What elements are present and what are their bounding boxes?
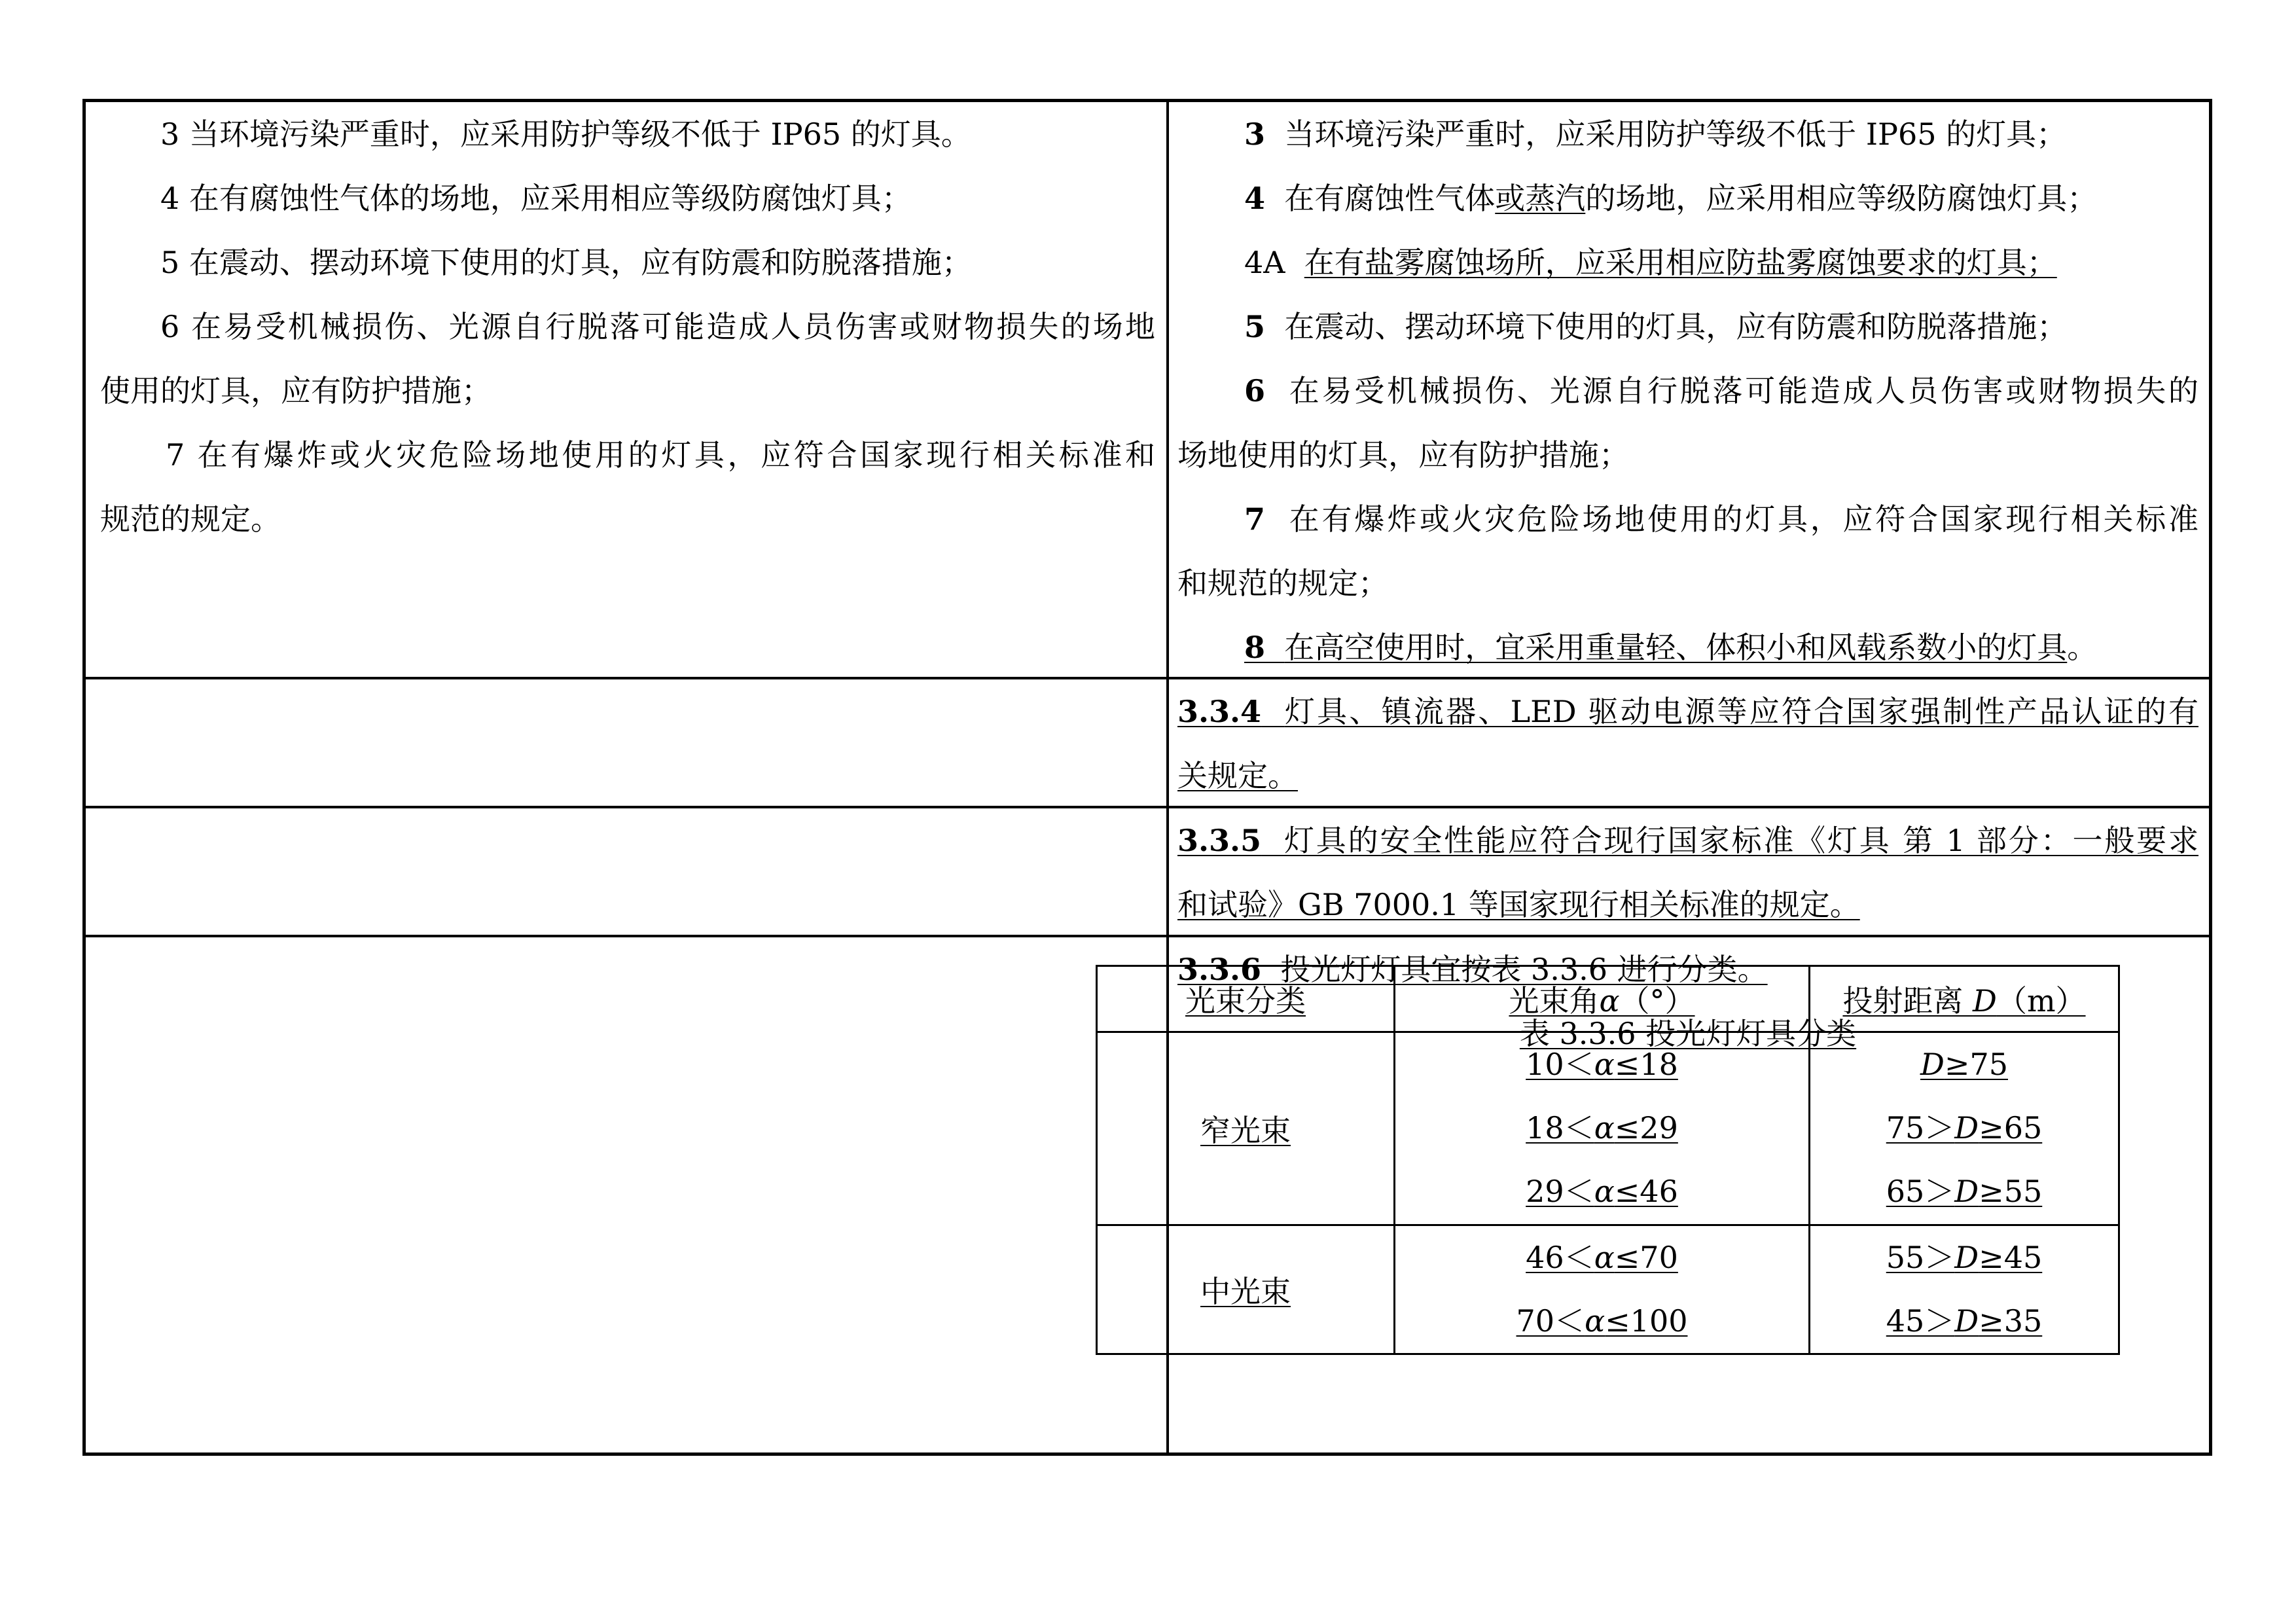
clause-335-line1 [1177, 808, 2198, 873]
distance-range: 65＞D≥55 [1886, 1174, 2043, 1210]
left-clause-6-line1: 6 在易受机械损伤、光源自行脱落可能造成人员伤害或财物损失的场地 [160, 309, 1155, 344]
clause-number: 4 [1244, 181, 1266, 216]
beam-class-medium: 中光束 [1200, 1273, 1291, 1309]
angle-range: 10＜α≤18 [1526, 1047, 1678, 1083]
table-caption: 表 3.3.6 投光灯灯具分类 [1519, 1016, 1857, 1051]
clause-text: 在有爆炸或火灾危险场地使用的灯具，应符合国家现行相关标准 [1289, 501, 2199, 537]
distance-range: 55＞D≥45 [1886, 1239, 2043, 1275]
angle-range: 46＜α≤70 [1526, 1239, 1678, 1275]
right-cell-clauses [1177, 102, 2198, 677]
clause-end: 。 [2067, 630, 2098, 665]
right-clause-8 [1177, 615, 2198, 679]
clause-number: 3.3.5 [1177, 823, 1262, 858]
clause-number: 6 [1244, 373, 1266, 408]
clause-number: 3.3.4 [1177, 694, 1262, 729]
angle-range: 29＜α≤46 [1526, 1174, 1678, 1210]
table-header-row [1097, 966, 2119, 1032]
right-cell-335 [1177, 808, 2198, 935]
clause-text: 灯具的安全性能应符合现行国家标准《灯具 第 1 部分：一般要求 [1283, 823, 2199, 858]
right-clause-6-line2: 场地使用的灯具，应有防护措施； [1177, 437, 1629, 473]
right-clause-3 [1177, 102, 2198, 166]
left-clause-5: 5 在震动、摆动环境下使用的灯具，应有防震和防脱落措施； [160, 245, 972, 280]
distance-range: 75＞D≥65 [1886, 1110, 2043, 1146]
right-clause-7-line1 [1177, 487, 2198, 551]
clause-334-line2: 关规定。 [1177, 758, 1298, 793]
clause-text: 在有腐蚀性气体 [1284, 181, 1496, 216]
left-clause-6-line2: 使用的灯具，应有防护措施； [100, 373, 492, 408]
left-cell-clauses [100, 102, 1155, 677]
clause-number: 5 [1244, 309, 1266, 344]
clause-number: 8 [1244, 630, 1266, 665]
header-beam-class: 光束分类 [1185, 983, 1306, 1019]
clause-335-line2: 和试验》GB 7000.1 等国家现行相关标准的规定。 [1177, 887, 1860, 922]
clause-number: 4A [1244, 245, 1285, 280]
angle-range: 70＜α≤100 [1516, 1303, 1688, 1339]
header-beam-angle: 光束角α（°） [1509, 983, 1695, 1019]
table-row-narrow [1097, 1032, 2119, 1225]
clause-text: 当环境污染严重时，应采用防护等级不低于 IP65 的灯具； [1284, 117, 2067, 152]
right-clause-4a [1177, 230, 2198, 295]
clause-text: 投光灯灯具宜按表 3.3.6 进行分类。 [1280, 952, 1768, 987]
clause-text: 灯具、镇流器、LED 驱动电源等应符合国家强制性产品认证的有 [1284, 694, 2198, 729]
header-throw-distance: 投射距离 D（m） [1842, 983, 2086, 1019]
distance-range: 45＞D≥35 [1886, 1303, 2043, 1339]
clause-334-line1 [1177, 679, 2198, 744]
left-clause-7-line1: 7 在有爆炸或火灾危险场地使用的灯具，应符合国家现行相关标准和 [166, 437, 1155, 473]
clause-number: 3 [1244, 117, 1266, 152]
beam-class-narrow: 窄光束 [1200, 1112, 1291, 1148]
table-row-medium [1097, 1225, 2119, 1354]
clause-text: 在震动、摆动环境下使用的灯具，应有防震和防脱落措施； [1284, 309, 2068, 344]
left-clause-3: 3 当环境污染严重时，应采用防护等级不低于 IP65 的灯具。 [160, 117, 971, 152]
angle-range: 18＜α≤29 [1526, 1110, 1678, 1146]
right-clause-7-line2: 和规范的规定； [1177, 566, 1388, 601]
right-clause-5 [1177, 295, 2198, 359]
clause-text: 在易受机械损伤、光源自行脱落可能造成人员伤害或财物损失的 [1289, 373, 2199, 408]
left-clause-4: 4 在有腐蚀性气体的场地，应采用相应等级防腐蚀灯具； [160, 181, 912, 216]
inserted-text: 在高空使用时，宜采用重量轻、体积小和风载系数小的灯具 [1284, 630, 2068, 665]
clause-number: 7 [1244, 501, 1266, 537]
floodlight-classification-table [1096, 965, 2120, 1355]
clause-number: 3.3.6 [1177, 952, 1262, 987]
right-clause-6-line1 [1177, 359, 2198, 423]
right-cell-334 [1177, 679, 2198, 806]
right-clause-4 [1177, 166, 2198, 230]
left-clause-7-line2: 规范的规定。 [100, 501, 281, 537]
inserted-text: 在有盐雾腐蚀场所，应采用相应防盐雾腐蚀要求的灯具； [1304, 245, 2057, 280]
inserted-text: 或蒸汽 [1495, 181, 1586, 216]
clause-text: 的场地，应采用相应等级防腐蚀灯具； [1585, 181, 2098, 216]
distance-range: D≥75 [1920, 1047, 2008, 1083]
